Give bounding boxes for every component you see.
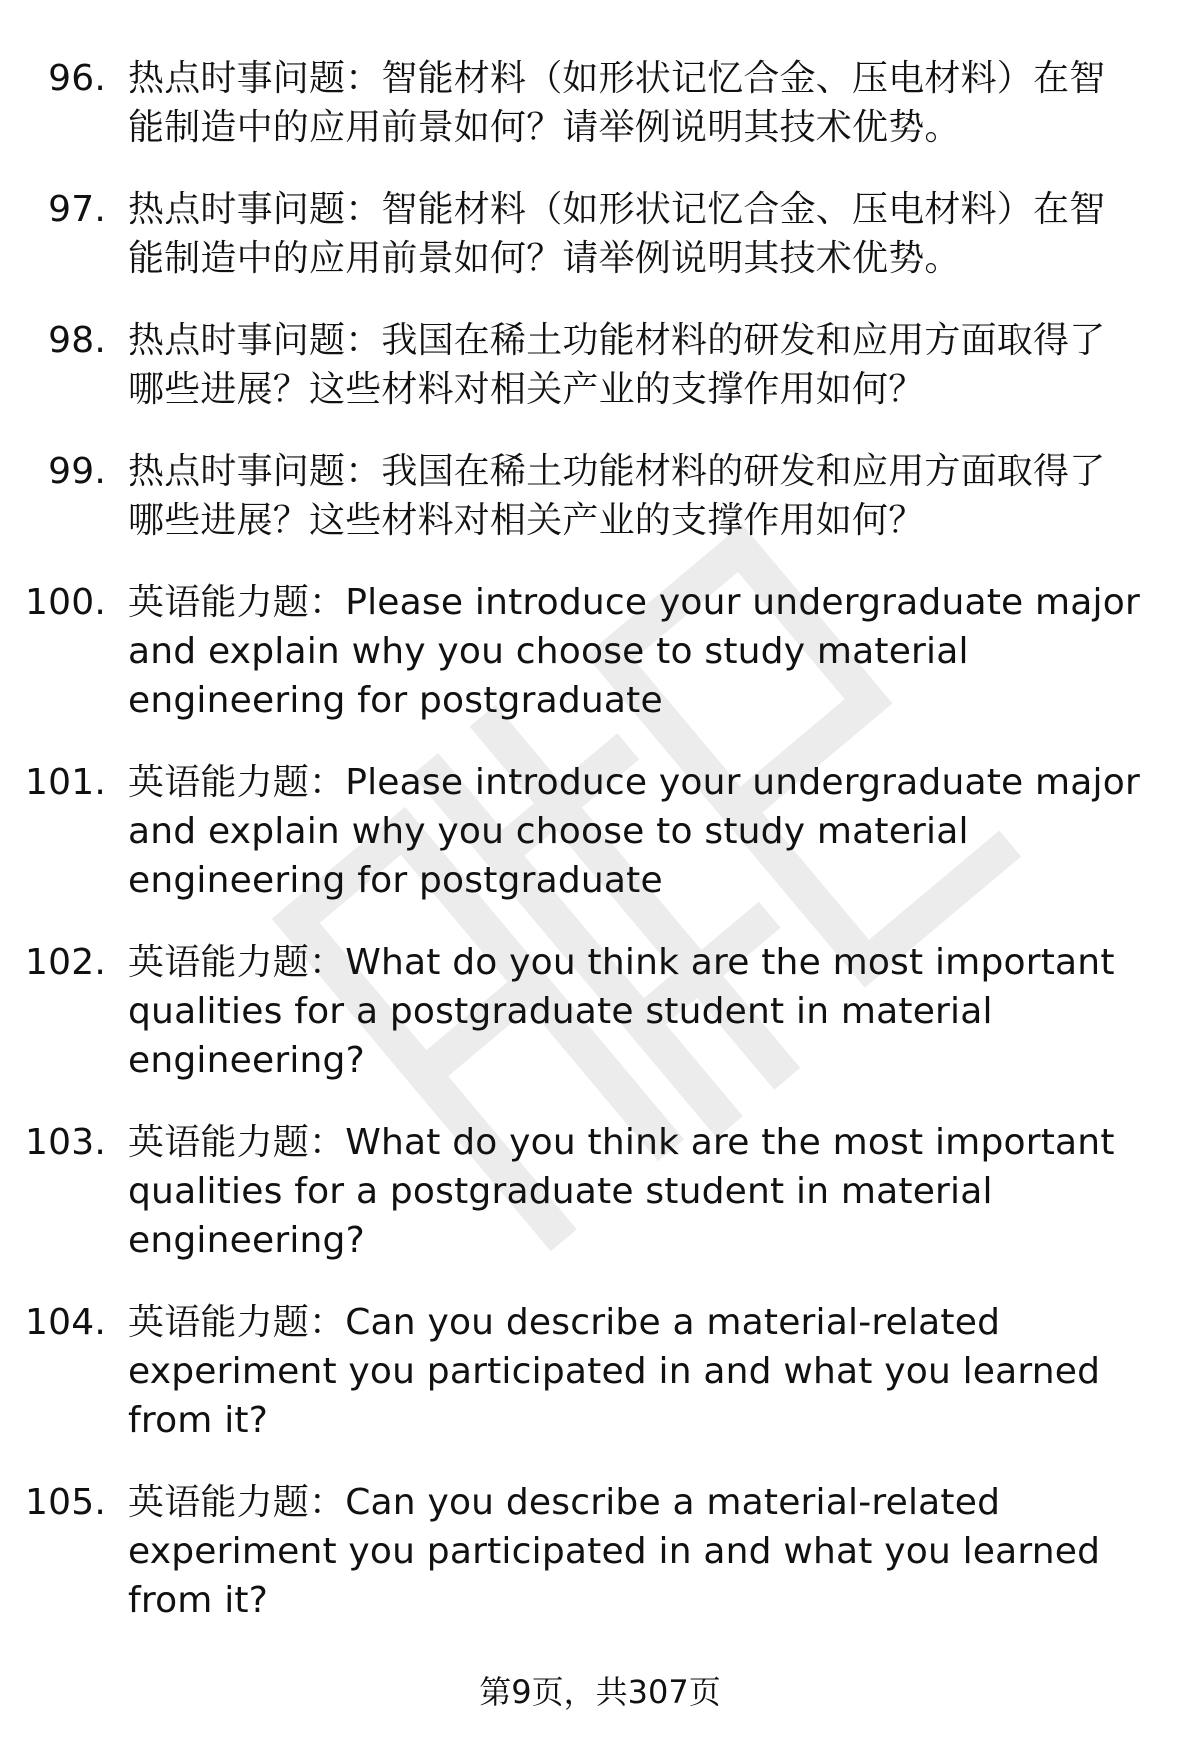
question-number: 103. bbox=[25, 1122, 106, 1163]
question-item bbox=[0, 938, 1200, 1085]
question-number: 96. bbox=[48, 58, 106, 99]
question-list bbox=[0, 54, 1200, 1658]
question-number: 102. bbox=[25, 942, 106, 983]
question-text: 热点时事问题：我国在稀土功能材料的研发和应用方面取得了哪些进展？这些材料对相关产业的支撑作用如何？ bbox=[128, 320, 1106, 410]
question-text: 英语能力题：Can you describe a material-related experiment you participated in and what you learned from it? bbox=[128, 1482, 1101, 1621]
question-text: 英语能力题：Can you describe a material-related experiment you participated in and what you learned from it? bbox=[128, 1302, 1101, 1441]
question-text: 热点时事问题：智能材料（如形状记忆合金、压电材料）在智能制造中的应用前景如何？请举例说明其技术优势。 bbox=[128, 58, 1106, 148]
question-number: 104. bbox=[25, 1302, 106, 1343]
question-text: 英语能力题：Please introduce your undergraduate major and explain why you choose to study material engineering for postgraduate bbox=[128, 762, 1140, 901]
question-number: 100. bbox=[25, 582, 106, 623]
question-number: 99. bbox=[48, 451, 106, 492]
question-text: 热点时事问题：智能材料（如形状记忆合金、压电材料）在智能制造中的应用前景如何？请举例说明其技术优势。 bbox=[128, 189, 1106, 279]
question-item bbox=[0, 316, 1200, 414]
question-text: 英语能力题：What do you think are the most important qualities for a postgraduate student in material engineering? bbox=[128, 1122, 1115, 1261]
question-text: 热点时事问题：我国在稀土功能材料的研发和应用方面取得了哪些进展？这些材料对相关产业的支撑作用如何？ bbox=[128, 451, 1106, 541]
question-item bbox=[0, 1478, 1200, 1625]
question-item bbox=[0, 1118, 1200, 1265]
question-number: 105. bbox=[25, 1482, 106, 1523]
question-number: 101. bbox=[25, 762, 106, 803]
question-text: 英语能力题：Please introduce your undergraduate major and explain why you choose to study material engineering for postgraduate bbox=[128, 582, 1140, 721]
question-text: 英语能力题：What do you think are the most important qualities for a postgraduate student in material engineering? bbox=[128, 942, 1115, 1081]
question-number: 97. bbox=[48, 189, 106, 230]
page-footer: 第9页，共307页 bbox=[479, 1673, 721, 1711]
question-item bbox=[0, 1298, 1200, 1445]
question-item bbox=[0, 447, 1200, 545]
question-item bbox=[0, 54, 1200, 152]
question-item bbox=[0, 578, 1200, 725]
question-item bbox=[0, 758, 1200, 905]
question-number: 98. bbox=[48, 320, 106, 361]
question-item bbox=[0, 185, 1200, 283]
